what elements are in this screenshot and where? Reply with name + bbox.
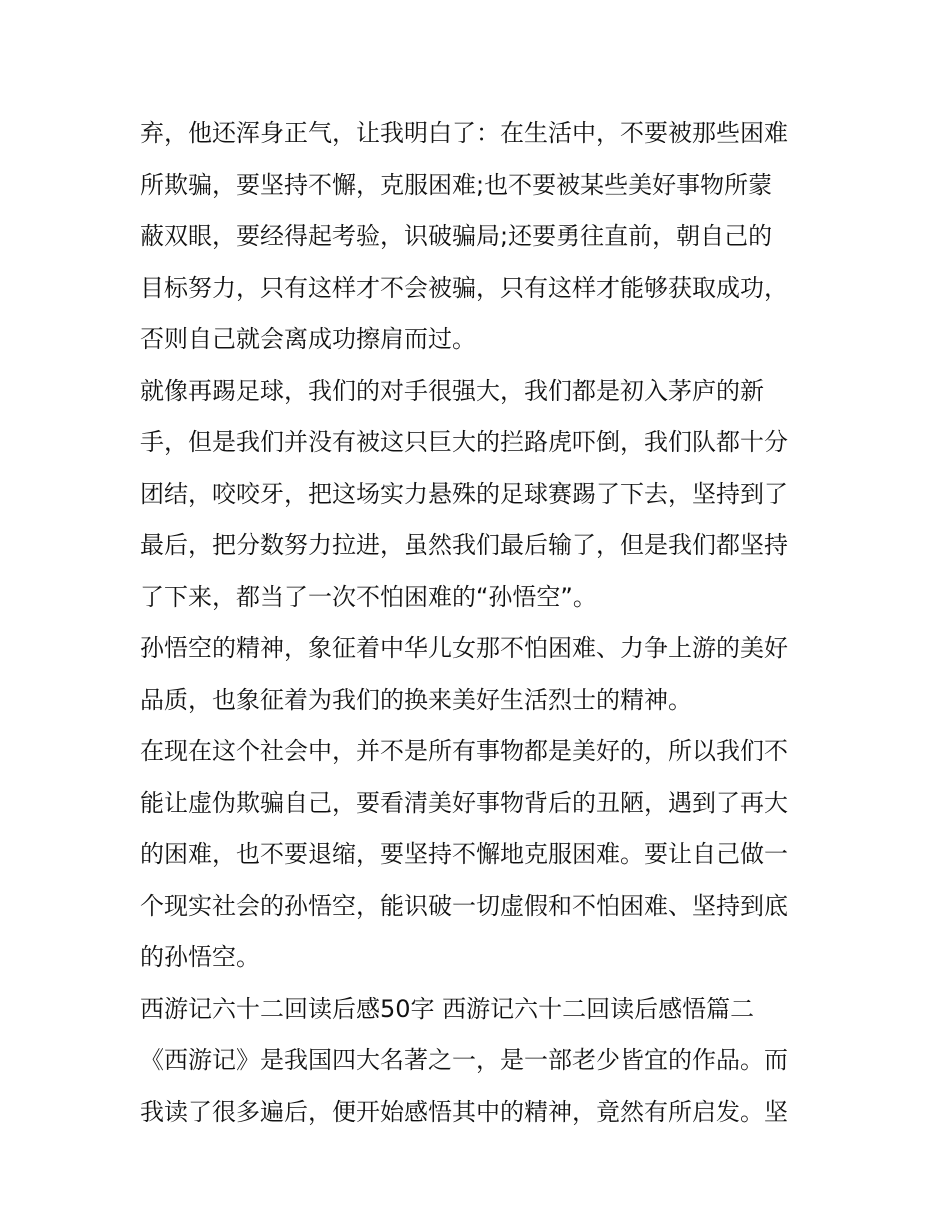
text-line: 个现实社会的孙悟空，能识破一切虚假和不怕困难、坚持到底 — [140, 891, 788, 920]
text-line: 我读了很多遍后，便开始感悟其中的精神，竟然有所启发。坚 — [140, 1097, 788, 1126]
document-body — [140, 108, 816, 1138]
text-line: 弃，他还浑身正气，让我明白了：在生活中，不要被那些困难 — [140, 119, 788, 147]
text-line: 了下来，都当了一次不怕困难的“孙悟空”。 — [140, 582, 597, 611]
text-line: 所欺骗，要坚持不懈，克服困难;也不要被某些美好事物所蒙 — [140, 170, 773, 199]
text-line: 团结，咬咬牙，把这场实力悬殊的足球赛踢了下去，坚持到了 — [140, 479, 788, 508]
text-line: 《西游记》是我国四大名著之一，是一部老少皆宜的作品。而 — [140, 1046, 788, 1074]
text-line: 就像再踢足球，我们的对手很强大，我们都是初入茅庐的新 — [140, 376, 764, 405]
text-line: 的孙悟空。 — [140, 943, 260, 971]
text-line: 最后，把分数努力拉进，虽然我们最后输了，但是我们都坚持 — [140, 531, 788, 559]
text-line: 在现在这个社会中，并不是所有事物都是美好的，所以我们不 — [140, 737, 788, 765]
text-line: 蔽双眼，要经得起考验，识破骗局;还要勇往直前，朝自己的 — [140, 222, 773, 250]
text-line: 手，但是我们并没有被这只巨大的拦路虎吓倒，我们队都十分 — [140, 428, 788, 456]
section-heading: 西游记六十二回读后感50字 西游记六十二回读后感悟篇二 — [140, 994, 755, 1023]
text-line: 的困难，也不要退缩，要坚持不懈地克服困难。要让自己做一 — [140, 840, 788, 868]
text-line: 否则自己就会离成功擦肩而过。 — [140, 325, 476, 353]
text-line: 品质，也象征着为我们的换来美好生活烈士的精神。 — [140, 685, 692, 714]
text-line: 孙悟空的精神，象征着中华儿女那不怕困难、力争上游的美好 — [140, 634, 788, 662]
text-line: 目标努力，只有这样才不会被骗，只有这样才能够获取成功， — [140, 273, 788, 302]
text-line: 能让虚伪欺骗自己，要看清美好事物背后的丑陋，遇到了再大 — [140, 788, 788, 817]
